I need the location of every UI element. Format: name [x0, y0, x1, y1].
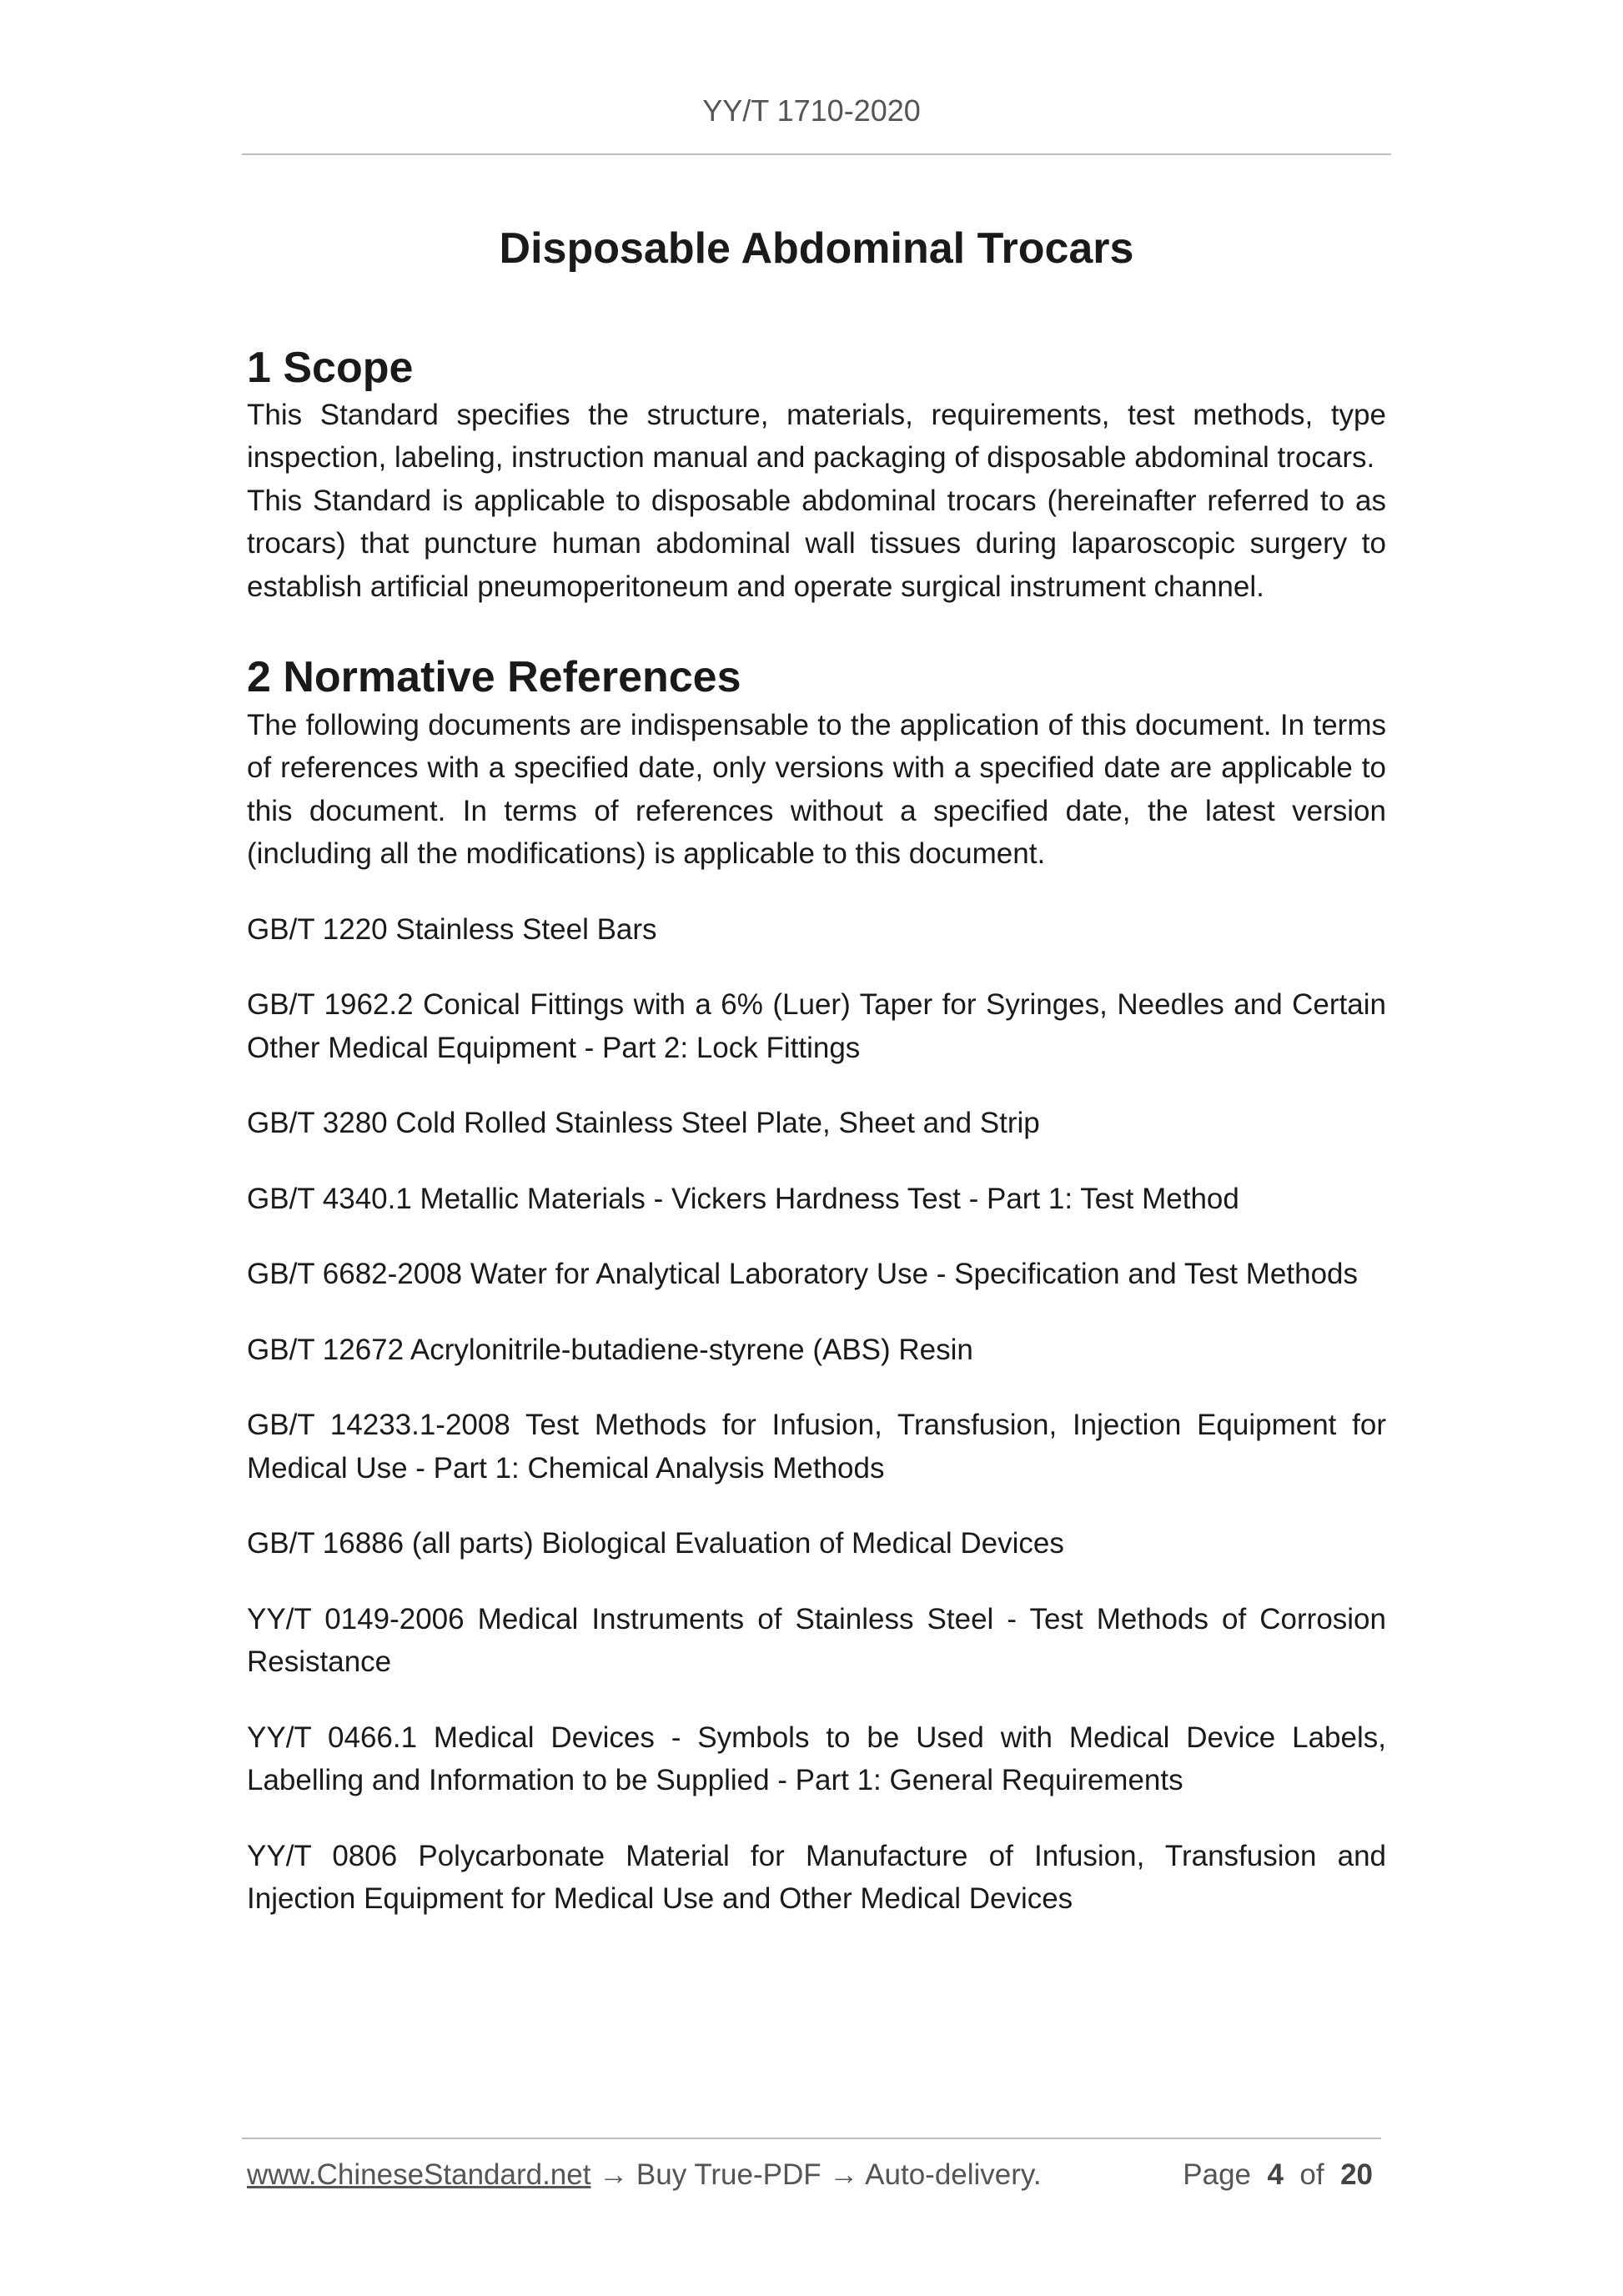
reference-item: GB/T 12672 Acrylonitrile-butadiene-styrene (ABS) Resin	[247, 1333, 973, 1366]
website-link[interactable]: www.ChineseStandard.net	[247, 2158, 591, 2191]
page-number	[1183, 2158, 1373, 2192]
of-label: of	[1299, 2158, 1324, 2191]
reference-item: GB/T 16886 (all parts) Biological Evaluation of Medical Devices	[247, 1527, 1064, 1560]
reference-item: GB/T 4340.1 Metallic Materials - Vickers Hardness Test - Part 1: Test Method	[247, 1182, 1239, 1215]
section-heading-normative-references: 2 Normative References	[247, 653, 741, 702]
reference-item: GB/T 1220 Stainless Steel Bars	[247, 912, 657, 946]
reference-item: GB/T 3280 Cold Rolled Stainless Steel Plate, Sheet and Strip	[247, 1107, 1040, 1140]
page-label: Page	[1183, 2158, 1252, 2191]
reference-item: YY/T 0149-2006 Medical Instruments of Stainless Steel - Test Methods of Corrosion Resistance	[247, 1602, 1386, 1679]
document-title: Disposable Abdominal Trocars	[499, 224, 1134, 273]
scope-paragraph: This Standard is applicable to disposable abdominal trocars (hereinafter referred to as trocars) that puncture human abdominal wall tissues during laparoscopic surgery to establish artificial pneumoperitoneum and operate surgical instrument channel.	[247, 484, 1386, 603]
running-header: YY/T 1710-2020	[702, 93, 921, 128]
total-pages-number: 20	[1340, 2158, 1373, 2191]
reference-item: GB/T 6682-2008 Water for Analytical Laboratory Use - Specification and Test Methods	[247, 1258, 1358, 1291]
current-page-number: 4	[1267, 2158, 1284, 2191]
reference-item: GB/T 14233.1-2008 Test Methods for Infusion, Transfusion, Injection Equipment for Medical Use - Part 1: Chemical Analysis Methods	[247, 1409, 1386, 1485]
references-intro-paragraph: The following documents are indispensable to the application of this document. In terms of references with a specified date, only versions with a specified date are applicable to this document. In terms of references without a specified date, the latest version (including all the modifications) is applicable to this document.	[247, 708, 1386, 871]
reference-item: GB/T 1962.2 Conical Fittings with a 6% (Luer) Taper for Syringes, Needles and Certain Other Medical Equipment - Part 2: Lock Fittings	[247, 988, 1386, 1064]
header-divider	[242, 153, 1391, 155]
footer-promo	[247, 2158, 1042, 2192]
reference-item: YY/T 0806 Polycarbonate Material for Manufacture of Infusion, Transfusion and Injection Equipment for Medical Use and Other Medical Devices	[247, 1839, 1386, 1916]
footer-divider	[242, 2138, 1381, 2139]
page-content	[247, 208, 1386, 1921]
footer-tagline: → Buy True-PDF → Auto-delivery.	[590, 2158, 1042, 2191]
scope-paragraph: This Standard specifies the structure, materials, requirements, test methods, type inspection, labeling, instruction manual and packaging of disposable abdominal trocars.	[247, 398, 1386, 475]
reference-item: YY/T 0466.1 Medical Devices - Symbols to be Used with Medical Device Labels, Labelling and Information to be Supplied - Part 1: General Requirements	[247, 1721, 1386, 1797]
section-heading-scope: 1 Scope	[247, 343, 414, 392]
reference-list	[247, 908, 1386, 1921]
